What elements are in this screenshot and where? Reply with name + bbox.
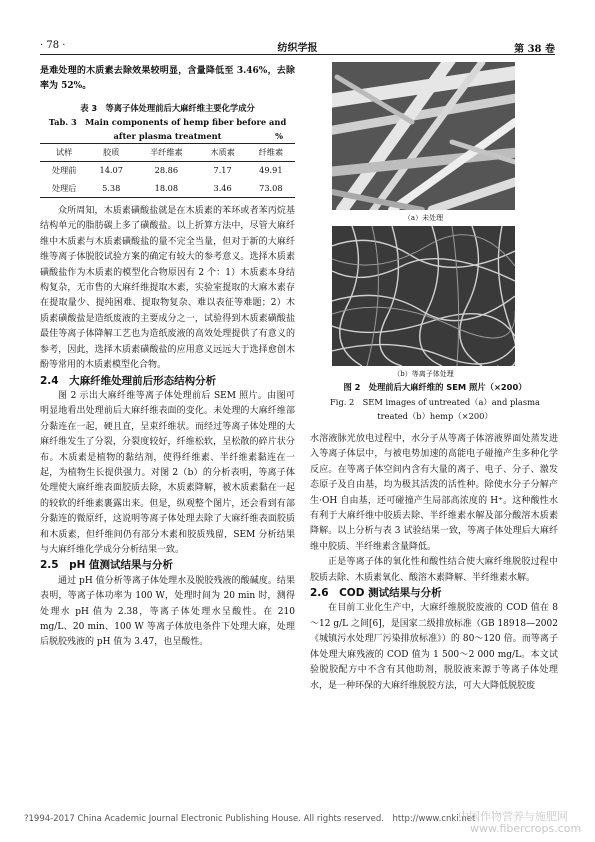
watermark-en: www.fibercrops.com [470,822,582,835]
table-col-header: 半纤维素 [134,143,198,161]
footer-copyright: ?1994-2017 China Academic Journal Electronic Publishing House. All rights reserved. http://www.cnki.net [24,814,476,824]
table-header-row [40,143,295,161]
page-number: · 78 · [40,40,66,51]
table-unit: % [275,130,283,141]
paragraph-2-5: 通过 pH 值分析等离子体处理水及脱胶残液的酸碱度。结果表明，等离子体功率为 100 W，处理时间为 20 min 时，测得处理水 pH 值为 2.38，等离子体处理水呈酸性。在 210 mg/L、20 min、100 W 等离子体放电条件下处理大麻，处理后脱胶残液的 pH 值为 3.47，也呈酸性。 [40,575,295,648]
table-cell: 处理前 [51,165,77,176]
figure-caption-cn: 图 2 处理前后大麻纤维的 SEM 照片（×200） [343,382,527,392]
sem-image-untreated [332,62,515,210]
table-cell: 7.17 [213,165,232,176]
figure-caption-en-1: Fig. 2 SEM images of untreated（a）and plasma [330,397,540,407]
table-row [40,162,295,180]
table-cell: 3.46 [199,180,247,198]
watermark-cn: 中国作物营养与施肥网 [458,810,568,823]
table-cell: 49.91 [259,165,283,176]
paragraph-lignin: 众所周知，木质素磺酸盐就是在木质素的苯环或者苯丙烷基结构单元的脂肪碳上多了磺酸盐。以上折算方法中，尽管大麻纤维中木质素与木质素磺酸盐的量不完全当量，但对于新的大麻纤维等离子体脱胶试验方案的确定有较大的参考意义。选择木质素磺酸盐作为木质素的模型化合物原因有 2 个：1）木质素本身结构复杂，无市售的大麻纤维提取木素，实验室提取的大麻木素存在提取量少、提纯困难、提取物复杂、难以表征等难题；2）木质素磺酸盐是造纸废液的主要成分之一，试验得到木质素磺酸盐最佳等离子体降解工艺也为造纸废液的高效处理提供了有意义的参考，因此，选择木质素磺酸盐的应用意义远远大于选择愈创木酚等常用的木质素模型化合物。 [40,206,295,371]
table-3-grid [40,143,295,198]
paragraph-continued: 是难处理的木质素去除效果较明显，含量降低至 3.46%，去除率为 52%。 [40,66,295,92]
table-title-en-1: Tab. 3 Main components of hemp fiber before and [48,116,287,127]
table-row [40,180,295,198]
sem-treated-texture [332,226,515,366]
sem-untreated-texture [332,62,515,210]
table-cell: 73.08 [247,180,295,198]
paragraph-summary: 正是等离子体的氧化性和酸性结合使大麻纤维脱胶过程中胶质去除、木质素氧化、酸溶木素降解、半纤维素水解。 [310,557,558,583]
table-3 [40,101,295,198]
paragraph-2-6: 在目前工业化生产中，大麻纤维脱胶废液的 COD 值在 8～12 g/L 之间[6]，是国家二级排放标准（GB 18918—2002《城镇污水处理厂污染排放标准》）的 80～120 倍。而等离子体处理大麻残液的 COD 值为 1 500～2 000 mg/L。本文试验脱胶配方中不含有其他助剂，脱胶液来源于等离子体处理水，是一种环保的大麻纤维脱胶方法，可大大降低脱胶废 [310,603,558,691]
sem-image-plasma-treated [332,226,515,366]
section-2-4-heading: 2.4 大麻纤维处理前后形态结构分析 [40,374,217,387]
left-column [40,64,295,651]
right-column [310,432,558,694]
figure-caption-en-2: treated（b）hemp（×200） [377,411,493,421]
table-title-en-2: after plasma treatment [113,130,222,141]
paragraph-continued-right: 水溶液脉光放电过程中，水分子从等离子体溶液界面处蒸发进入等离子体层中，与被电势加速的高能电子碰撞产生多种化学反应。在等离子体空间内含有大量的离子、电子、分子、激发态原子及自由基，均为极其活泼的活性种。除使水分子分解产生·OH 自由基，还可碰撞产生局部高浓度的 H⁺。这种酸性水有利于大麻纤维中胶质去除、半纤维素水解及部分酸溶木质素降解。以上分析与表 3 试验结果一致，等离子体处理后大麻纤维中胶质、半纤维素含量降低。 [310,434,558,552]
table-col-header: 木质素 [199,143,247,161]
table-col-header: 纤维素 [247,143,295,161]
table-title-cn: 表 3 等离子体处理前后大麻纤维主要化学成分 [80,102,255,113]
paragraph-2-4: 图 2 示出大麻纤维等离子体处理前后 SEM 照片。由图可明显地看出处理前后大麻纤维表面的变化。未处理的大麻纤维部分黏连在一起，硬且直，呈束纤维状。而经过等离子体处理的大麻纤维发生了分裂，分裂度较好，纤维松软，呈松散的碎片状分布。木质素是植物的黏结剂，使得纤维素、半纤维素黏连在一起，为植物生长提供强力。对图 2（b）的分析表明，等离子体处理使大麻纤维表面胶质去除，木质素降解，被木质素黏在一起的较软的纤维素裹露出来。但是，纵观整个图片，还会看到有部分黏连的微原纤，这说明等离子体处理去除了大麻纤维表面胶质和木质素，但纤维间仍有部分木素和胶质残留，SEM 分析结果与大麻纤维化学成分分析结果一致。 [40,390,295,555]
figure-label-a: （a）未处理 [403,214,444,222]
table-col-header: 试样 [40,143,88,161]
section-2-5-heading: 2.5 pH 值测试结果与分析 [40,559,174,572]
volume-label: 第 38 卷 [514,44,555,55]
table-col-header: 胶质 [88,143,134,161]
table-cell: 5.38 [88,180,134,198]
figure-label-b: （b）等离子体处理 [393,370,454,378]
header-rule [40,54,555,55]
table-cell: 18.08 [134,180,198,198]
section-2-6-heading: 2.6 COD 测试结果与分析 [310,587,442,600]
table-cell: 处理后 [40,180,88,198]
table-cell: 14.07 [99,165,123,176]
table-cell: 28.86 [154,165,179,176]
journal-title: 纺织学报 [277,43,318,54]
